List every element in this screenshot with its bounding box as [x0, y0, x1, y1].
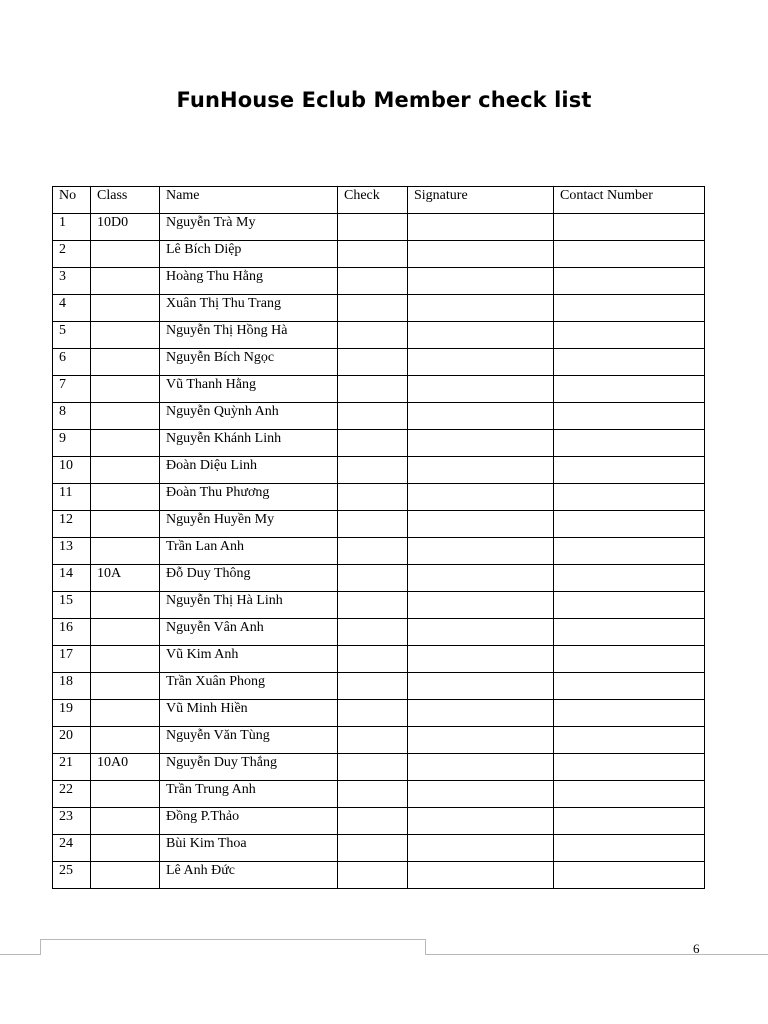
row-signature-cell: [408, 538, 554, 565]
row-check-cell: [338, 457, 408, 484]
row-signature-cell: [408, 376, 554, 403]
row-name-cell: Nguyễn Huyền My: [160, 511, 338, 538]
row-signature-cell: [408, 430, 554, 457]
row-no-cell: 15: [53, 592, 91, 619]
row-name-cell: Xuân Thị Thu Trang: [160, 295, 338, 322]
row-check-cell: [338, 700, 408, 727]
table-header-row: [53, 187, 705, 214]
row-signature-cell: [408, 214, 554, 241]
table-row: [53, 268, 705, 295]
row-signature-cell: [408, 673, 554, 700]
row-class-cell: [91, 322, 160, 349]
row-check-cell: [338, 511, 408, 538]
row-name-cell: Đồng P.Thảo: [160, 808, 338, 835]
row-no-cell: 9: [53, 430, 91, 457]
row-name-cell: Trần Trung Anh: [160, 781, 338, 808]
row-check-cell: [338, 268, 408, 295]
row-check-cell: [338, 862, 408, 889]
row-signature-cell: [408, 349, 554, 376]
row-class-cell: [91, 673, 160, 700]
header-signature: Signature: [408, 187, 554, 214]
row-contact-number-cell: [554, 430, 705, 457]
row-contact-number-cell: [554, 781, 705, 808]
row-name-cell: Lê Anh Đức: [160, 862, 338, 889]
row-class-cell: [91, 808, 160, 835]
row-check-cell: [338, 565, 408, 592]
row-check-cell: [338, 673, 408, 700]
row-no-cell: 5: [53, 322, 91, 349]
row-class-cell: [91, 430, 160, 457]
row-contact-number-cell: [554, 835, 705, 862]
row-no-cell: 16: [53, 619, 91, 646]
row-no-cell: 2: [53, 241, 91, 268]
document-title: FunHouse Eclub Member check list: [176, 88, 592, 112]
row-check-cell: [338, 754, 408, 781]
table-row: [53, 673, 705, 700]
row-contact-number-cell: [554, 646, 705, 673]
row-no-cell: 20: [53, 727, 91, 754]
row-class-cell: [91, 592, 160, 619]
row-name-cell: Đoàn Thu Phương: [160, 484, 338, 511]
row-check-cell: [338, 646, 408, 673]
table-row: [53, 430, 705, 457]
row-class-cell: [91, 619, 160, 646]
row-name-cell: Đoàn Diệu Linh: [160, 457, 338, 484]
row-signature-cell: [408, 565, 554, 592]
row-contact-number-cell: [554, 322, 705, 349]
table-row: [53, 484, 705, 511]
row-no-cell: 4: [53, 295, 91, 322]
row-contact-number-cell: [554, 727, 705, 754]
table-row: [53, 835, 705, 862]
row-no-cell: 8: [53, 403, 91, 430]
table-row: [53, 592, 705, 619]
header-no: No: [53, 187, 91, 214]
table-row: [53, 403, 705, 430]
row-no-cell: 11: [53, 484, 91, 511]
table-row: [53, 727, 705, 754]
row-contact-number-cell: [554, 862, 705, 889]
table-row: [53, 565, 705, 592]
row-class-cell: [91, 511, 160, 538]
row-check-cell: [338, 430, 408, 457]
row-no-cell: 25: [53, 862, 91, 889]
row-contact-number-cell: [554, 457, 705, 484]
row-class-cell: [91, 781, 160, 808]
row-class-cell: [91, 700, 160, 727]
row-name-cell: Bùi Kim Thoa: [160, 835, 338, 862]
row-contact-number-cell: [554, 376, 705, 403]
table-row: [53, 376, 705, 403]
row-name-cell: Nguyễn Văn Tùng: [160, 727, 338, 754]
row-check-cell: [338, 619, 408, 646]
row-check-cell: [338, 376, 408, 403]
row-name-cell: Vũ Minh Hiền: [160, 700, 338, 727]
row-contact-number-cell: [554, 295, 705, 322]
row-name-cell: Đỗ Duy Thông: [160, 565, 338, 592]
row-no-cell: 1: [53, 214, 91, 241]
row-contact-number-cell: [554, 268, 705, 295]
row-class-cell: [91, 862, 160, 889]
row-contact-number-cell: [554, 538, 705, 565]
row-name-cell: Nguyễn Bích Ngọc: [160, 349, 338, 376]
row-contact-number-cell: [554, 700, 705, 727]
row-signature-cell: [408, 646, 554, 673]
row-name-cell: Nguyễn Quỳnh Anh: [160, 403, 338, 430]
row-check-cell: [338, 322, 408, 349]
row-class-cell: 10A: [91, 565, 160, 592]
row-signature-cell: [408, 403, 554, 430]
row-signature-cell: [408, 484, 554, 511]
table-row: [53, 646, 705, 673]
row-class-cell: [91, 646, 160, 673]
header-name: Name: [160, 187, 338, 214]
table-row: [53, 781, 705, 808]
table-body: [53, 214, 705, 889]
row-no-cell: 13: [53, 538, 91, 565]
row-check-cell: [338, 484, 408, 511]
row-check-cell: [338, 349, 408, 376]
row-signature-cell: [408, 457, 554, 484]
table-row: [53, 511, 705, 538]
table-row: [53, 862, 705, 889]
row-name-cell: Trần Lan Anh: [160, 538, 338, 565]
table-row: [53, 700, 705, 727]
row-no-cell: 3: [53, 268, 91, 295]
row-signature-cell: [408, 322, 554, 349]
row-no-cell: 22: [53, 781, 91, 808]
row-signature-cell: [408, 808, 554, 835]
row-class-cell: [91, 349, 160, 376]
row-no-cell: 17: [53, 646, 91, 673]
row-signature-cell: [408, 511, 554, 538]
row-class-cell: [91, 835, 160, 862]
row-name-cell: Nguyễn Vân Anh: [160, 619, 338, 646]
row-contact-number-cell: [554, 511, 705, 538]
page-number: 6: [693, 941, 700, 956]
row-name-cell: Vũ Thanh Hằng: [160, 376, 338, 403]
row-no-cell: 23: [53, 808, 91, 835]
row-name-cell: Lê Bích Diệp: [160, 241, 338, 268]
row-contact-number-cell: [554, 241, 705, 268]
row-contact-number-cell: [554, 565, 705, 592]
row-name-cell: Nguyễn Duy Thắng: [160, 754, 338, 781]
row-signature-cell: [408, 754, 554, 781]
row-name-cell: Nguyễn Trà My: [160, 214, 338, 241]
row-check-cell: [338, 727, 408, 754]
row-name-cell: Nguyễn Khánh Linh: [160, 430, 338, 457]
row-signature-cell: [408, 241, 554, 268]
row-signature-cell: [408, 835, 554, 862]
table-row: [53, 349, 705, 376]
row-contact-number-cell: [554, 754, 705, 781]
table-row: [53, 808, 705, 835]
row-check-cell: [338, 403, 408, 430]
table-row: [53, 619, 705, 646]
row-name-cell: Nguyễn Thị Hà Linh: [160, 592, 338, 619]
header-contact-number: Contact Number: [554, 187, 705, 214]
row-class-cell: [91, 268, 160, 295]
row-contact-number-cell: [554, 349, 705, 376]
row-contact-number-cell: [554, 808, 705, 835]
row-contact-number-cell: [554, 619, 705, 646]
row-check-cell: [338, 592, 408, 619]
row-contact-number-cell: [554, 673, 705, 700]
row-class-cell: [91, 727, 160, 754]
header-class: Class: [91, 187, 160, 214]
row-check-cell: [338, 214, 408, 241]
row-contact-number-cell: [554, 484, 705, 511]
row-name-cell: Hoàng Thu Hằng: [160, 268, 338, 295]
row-name-cell: Vũ Kim Anh: [160, 646, 338, 673]
row-name-cell: Trần Xuân Phong: [160, 673, 338, 700]
row-signature-cell: [408, 781, 554, 808]
row-no-cell: 19: [53, 700, 91, 727]
row-class-cell: [91, 484, 160, 511]
row-class-cell: [91, 457, 160, 484]
member-check-table: [52, 186, 705, 889]
row-check-cell: [338, 295, 408, 322]
row-signature-cell: [408, 619, 554, 646]
table-row: [53, 538, 705, 565]
row-class-cell: [91, 241, 160, 268]
row-check-cell: [338, 241, 408, 268]
row-class-cell: [91, 538, 160, 565]
row-no-cell: 10: [53, 457, 91, 484]
row-check-cell: [338, 538, 408, 565]
row-check-cell: [338, 781, 408, 808]
row-signature-cell: [408, 700, 554, 727]
footer-tab: [40, 939, 426, 955]
row-signature-cell: [408, 295, 554, 322]
row-class-cell: 10A0: [91, 754, 160, 781]
row-signature-cell: [408, 862, 554, 889]
row-contact-number-cell: [554, 403, 705, 430]
row-no-cell: 24: [53, 835, 91, 862]
row-no-cell: 6: [53, 349, 91, 376]
table-row: [53, 214, 705, 241]
row-check-cell: [338, 835, 408, 862]
row-no-cell: 12: [53, 511, 91, 538]
table-row: [53, 322, 705, 349]
row-class-cell: [91, 376, 160, 403]
table-row: [53, 295, 705, 322]
row-signature-cell: [408, 268, 554, 295]
row-no-cell: 18: [53, 673, 91, 700]
table-row: [53, 241, 705, 268]
row-check-cell: [338, 808, 408, 835]
table-row: [53, 754, 705, 781]
row-no-cell: 7: [53, 376, 91, 403]
header-check: Check: [338, 187, 408, 214]
row-class-cell: [91, 403, 160, 430]
row-signature-cell: [408, 727, 554, 754]
table-row: [53, 457, 705, 484]
row-contact-number-cell: [554, 214, 705, 241]
row-contact-number-cell: [554, 592, 705, 619]
row-class-cell: [91, 295, 160, 322]
row-name-cell: Nguyễn Thị Hồng Hà: [160, 322, 338, 349]
row-class-cell: 10D0: [91, 214, 160, 241]
row-no-cell: 21: [53, 754, 91, 781]
row-no-cell: 14: [53, 565, 91, 592]
row-signature-cell: [408, 592, 554, 619]
